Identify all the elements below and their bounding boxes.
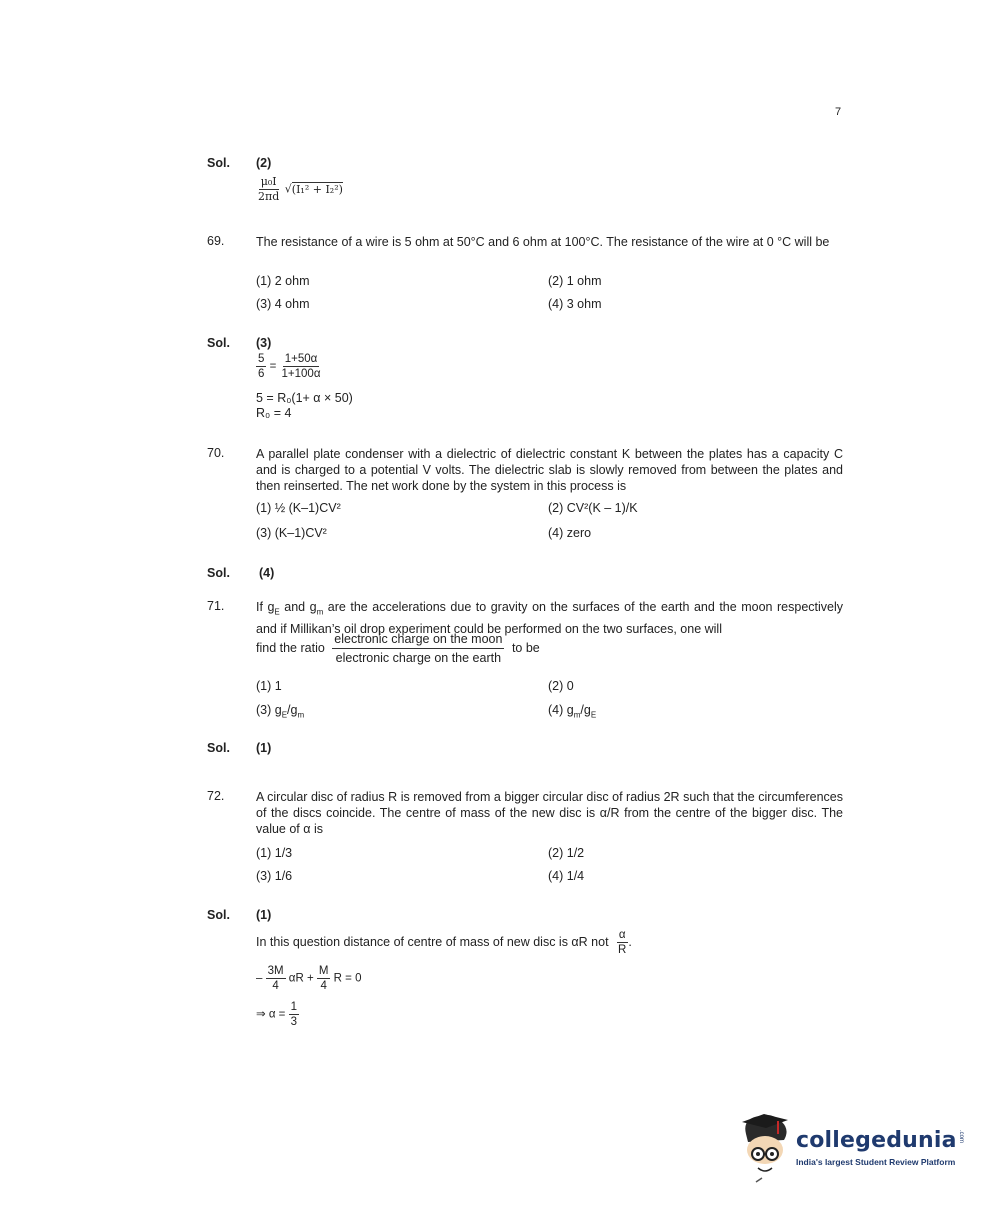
- q71-opt4-b: /g: [580, 703, 591, 717]
- q71-text-a: If g: [256, 600, 275, 614]
- eq1-den2: 4: [320, 980, 327, 992]
- q69-option-3: (3) 4 ohm: [256, 297, 310, 311]
- formula-root: (I₁² + I₂²): [291, 182, 343, 196]
- ratio-suffix: to be: [511, 640, 540, 655]
- eq1-mid: αR +: [288, 972, 314, 985]
- sol-68-label: Sol.: [207, 156, 230, 170]
- eq1-end: R = 0: [333, 972, 362, 985]
- q69-number: 69.: [207, 234, 225, 248]
- eq2-den: 3: [290, 1016, 297, 1028]
- collegedunia-logo[interactable]: [738, 1112, 968, 1192]
- sol-72-eq1: [256, 964, 361, 993]
- q71-sub-e: E: [274, 607, 280, 617]
- q72-option-2: (2) 1/2: [548, 846, 585, 860]
- sol-70-label: Sol.: [207, 566, 230, 580]
- q71-opt3-b: /g: [287, 703, 298, 717]
- sol-69-line2: 5 = R₀(1+ α × 50): [256, 391, 353, 405]
- q71-option-4: [548, 703, 596, 720]
- logo-name: collegedunia: [796, 1128, 957, 1153]
- sol-69-answer: (3): [256, 336, 272, 350]
- eq-left-den: 6: [258, 368, 265, 380]
- q70-number: 70.: [207, 446, 225, 460]
- eq-right-num: 1+50α: [284, 353, 318, 365]
- eq2-prefix: ⇒ α =: [256, 1008, 286, 1021]
- eq-right-den: 1+100α: [281, 368, 321, 380]
- q71-ratio: [256, 630, 540, 667]
- q71-text-c: are the accelerations due to gravity on the surfaces of the earth and the moon respectively and if Millikan’s oil drop experiment could be performed on the two surfaces, one will: [256, 600, 843, 636]
- q71-opt3-a: (3) g: [256, 703, 282, 717]
- sol-71-label: Sol.: [207, 741, 230, 755]
- sol-71-answer: (1): [256, 741, 272, 755]
- sol-69-line3: R₀ = 4: [256, 406, 292, 420]
- sol-69-equation: [256, 352, 322, 381]
- sol-68-answer: (2): [256, 156, 272, 170]
- ratio-prefix: find the ratio: [256, 640, 325, 655]
- q72-option-3: (3) 1/6: [256, 869, 293, 883]
- eq-left-num: 5: [258, 353, 265, 365]
- q71-number: 71.: [207, 599, 225, 613]
- page-number: 7: [835, 106, 842, 118]
- sol-68-formula: [256, 175, 343, 204]
- q71-opt4-a: (4) g: [548, 703, 574, 717]
- note-frac-den: R: [618, 944, 627, 956]
- eq2-num: 1: [290, 1001, 297, 1013]
- q72-option-4: (4) 1/4: [548, 869, 585, 883]
- ratio-denominator: electronic charge on the earth: [335, 651, 502, 665]
- q69-option-4: (4) 3 ohm: [548, 297, 602, 311]
- eq-sign: =: [269, 360, 277, 373]
- q70-option-2: (2) CV²(K – 1)/K: [548, 501, 638, 515]
- formula-numerator: μ₀I: [260, 175, 277, 188]
- eq1-den1: 4: [272, 980, 279, 992]
- q71-option-1: (1) 1: [256, 679, 282, 693]
- q71-option-2: (2) 0: [548, 679, 574, 693]
- logo-tagline: India's largest Student Review Platform: [796, 1157, 956, 1167]
- q70-option-1: (1) ½ (K–1)CV²: [256, 501, 341, 515]
- q72-option-1: (1) 1/3: [256, 846, 293, 860]
- q71-sub-m: m: [316, 607, 324, 617]
- sol-72-label: Sol.: [207, 908, 230, 922]
- q71-opt3-sub2: m: [297, 710, 305, 720]
- q69-text: The resistance of a wire is 5 ohm at 50°C and 6 ohm at 100°C. The resistance of the wire at 0 °C will be: [256, 235, 830, 249]
- q71-opt3-sub1: E: [281, 710, 288, 720]
- logo-suffix: .com: [958, 1130, 964, 1144]
- eq1-num2: M: [318, 965, 329, 977]
- q70-option-4: (4) zero: [548, 526, 592, 540]
- mascot-icon: [738, 1112, 794, 1186]
- sol-69-label: Sol.: [207, 336, 230, 350]
- q70-option-3: (3) (K–1)CV²: [256, 526, 327, 540]
- note-text: In this question distance of centre of mass of new disc is αR not: [256, 934, 609, 949]
- q69-option-2: (2) 1 ohm: [548, 274, 602, 288]
- q72-text: A circular disc of radius R is removed from a bigger circular disc of radius 2R such that the circumferences of the discs coincide. The centre of mass of the new disc is α/R from the centre of the bigger disc. The value of α is: [256, 790, 843, 836]
- q72-number: 72.: [207, 789, 225, 803]
- sol-72-eq2: [256, 1000, 299, 1029]
- formula-denominator: 2πd: [258, 190, 280, 203]
- sol-70-answer: (4): [259, 566, 275, 580]
- q71-opt4-sub2: E: [590, 710, 597, 720]
- q71-option-3: [256, 703, 304, 720]
- eq1-num1: 3M: [267, 965, 284, 977]
- q71-opt4-sub1: m: [573, 710, 581, 720]
- q69-option-1: (1) 2 ohm: [256, 274, 310, 288]
- sol-72-note: In this question distance of centre of mass of new disc is αR not $\frac{\alpha}{R}$ .: [256, 929, 632, 956]
- q70-text: A parallel plate condenser with a dielectric of dielectric constant K between the plates has a capacity C and is charged to a potential V volts. The dielectric slab is slowly removed from between the plates and then reinserted. The net work done by the system in this process is: [256, 447, 843, 493]
- q71-text-b: and g: [279, 600, 317, 614]
- sqrt-icon: √: [284, 182, 292, 196]
- sol-72-answer: (1): [256, 908, 272, 922]
- ratio-numerator: electronic charge on the moon: [332, 630, 504, 649]
- note-frac-num: α: [618, 929, 626, 941]
- eq1-minus: –: [256, 972, 263, 985]
